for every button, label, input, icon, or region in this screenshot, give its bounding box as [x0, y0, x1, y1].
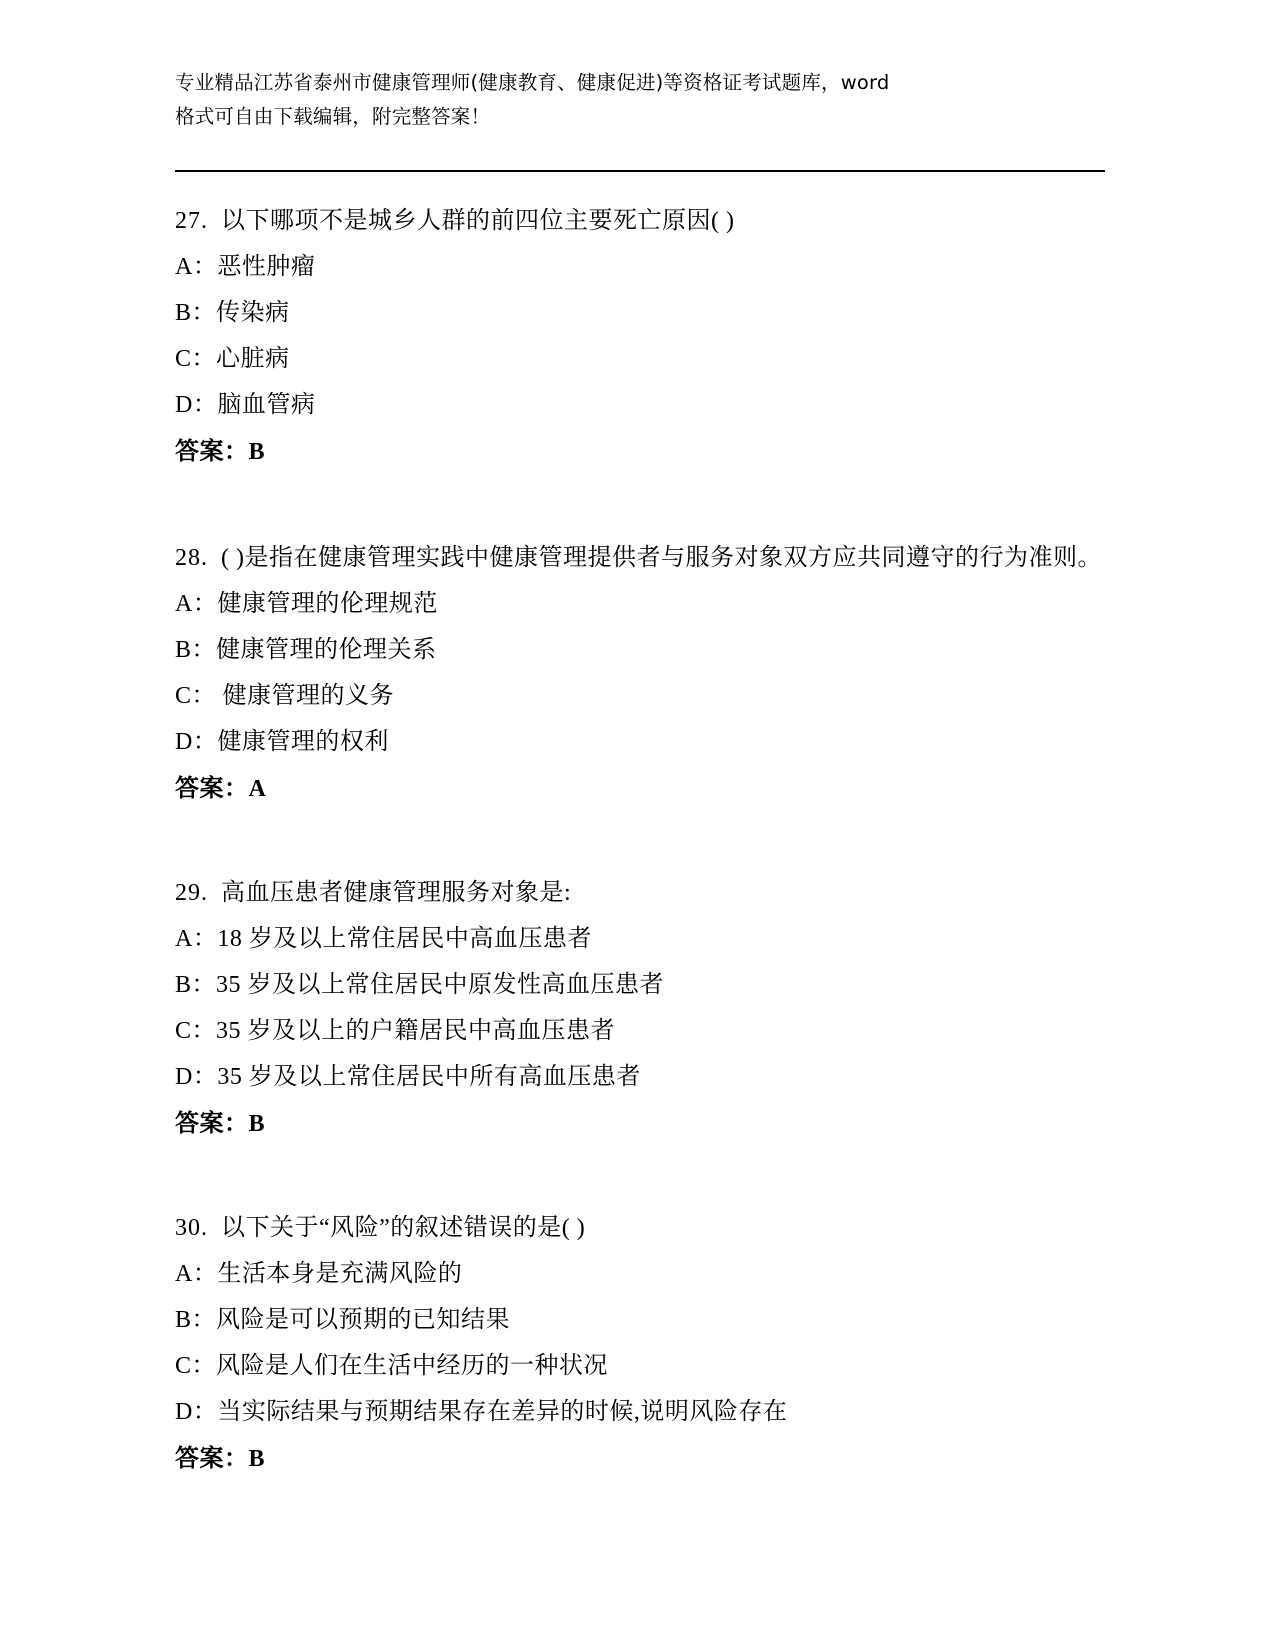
question-28-option-a[interactable]: A：健康管理的伦理规范	[175, 591, 438, 617]
question-28-number: 28.	[175, 545, 208, 571]
question-29-answer-value: B	[248, 1111, 266, 1137]
document-header-note	[175, 66, 1105, 134]
question-30-number: 30.	[175, 1215, 208, 1241]
question-28-answer-label: 答案：	[175, 774, 249, 802]
document-content	[175, 66, 1105, 1482]
question-30-answer	[175, 1435, 1105, 1482]
question-29-answer-label: 答案：	[175, 1109, 249, 1137]
question-30-option-d[interactable]: D：当实际结果与预期结果存在差异的时候,说明风险存在	[175, 1399, 788, 1425]
question-27-answer	[175, 428, 1105, 475]
question-29-option-a[interactable]: A：18 岁及以上常住居民中高血压患者	[175, 926, 592, 952]
question-28-stem	[175, 535, 1105, 581]
question-27-answer-value: B	[248, 439, 266, 465]
question-28-option-b[interactable]: B：健康管理的伦理关系	[175, 637, 437, 663]
question-27-option-d[interactable]: D：脑血管病	[175, 392, 316, 418]
question-30-stem	[175, 1205, 1105, 1251]
question-30-answer-label: 答案：	[175, 1444, 249, 1472]
header-note-line-1: 专业精品江苏省泰州市健康管理师(健康教育、健康促进)等资格证考试题库，word	[175, 71, 890, 94]
question-30-option-b[interactable]: B：风险是可以预期的已知结果	[175, 1307, 511, 1333]
question-29-option-b[interactable]: B：35 岁及以上常住居民中原发性高血压患者	[175, 972, 665, 998]
question-27-answer-label: 答案：	[175, 437, 249, 465]
question-27-option-b[interactable]: B：传染病	[175, 300, 290, 326]
question-30-option-c[interactable]: C：风险是人们在生活中经历的一种状况	[175, 1353, 609, 1379]
question-29-stem	[175, 870, 1105, 916]
question-27-option-a[interactable]: A：恶性肿瘤	[175, 254, 316, 280]
question-29-option-d[interactable]: D：35 岁及以上常住居民中所有高血压患者	[175, 1064, 641, 1090]
question-29-answer	[175, 1100, 1105, 1147]
question-28-answer-value: A	[248, 776, 267, 802]
question-28-option-c[interactable]: C： 健康管理的义务	[175, 683, 395, 709]
question-28-text: ( )是指在健康管理实践中健康管理提供者与服务对象双方应共同遵守的行为准则。	[221, 545, 1102, 571]
question-30-text: 以下关于“风险”的叙述错误的是( )	[221, 1215, 586, 1241]
question-29-option-c[interactable]: C：35 岁及以上的户籍居民中高血压患者	[175, 1018, 616, 1044]
question-30	[175, 1205, 1105, 1482]
question-27-stem	[175, 198, 1105, 244]
question-28	[175, 535, 1105, 812]
header-divider	[175, 170, 1105, 172]
question-29	[175, 870, 1105, 1147]
question-28-option-d[interactable]: D：健康管理的权利	[175, 729, 389, 755]
question-27-option-c[interactable]: C：心脏病	[175, 346, 290, 372]
question-29-text: 高血压患者健康管理服务对象是:	[221, 880, 572, 906]
question-27-number: 27.	[175, 208, 208, 234]
question-27-text: 以下哪项不是城乡人群的前四位主要死亡原因( )	[221, 208, 735, 234]
question-27	[175, 198, 1105, 475]
question-28-answer	[175, 765, 1105, 812]
question-30-answer-value: B	[248, 1446, 266, 1472]
question-29-number: 29.	[175, 880, 208, 906]
header-note-line-2: 格式可自由下载编辑，附完整答案！	[175, 105, 491, 128]
question-30-option-a[interactable]: A：生活本身是充满风险的	[175, 1261, 463, 1287]
